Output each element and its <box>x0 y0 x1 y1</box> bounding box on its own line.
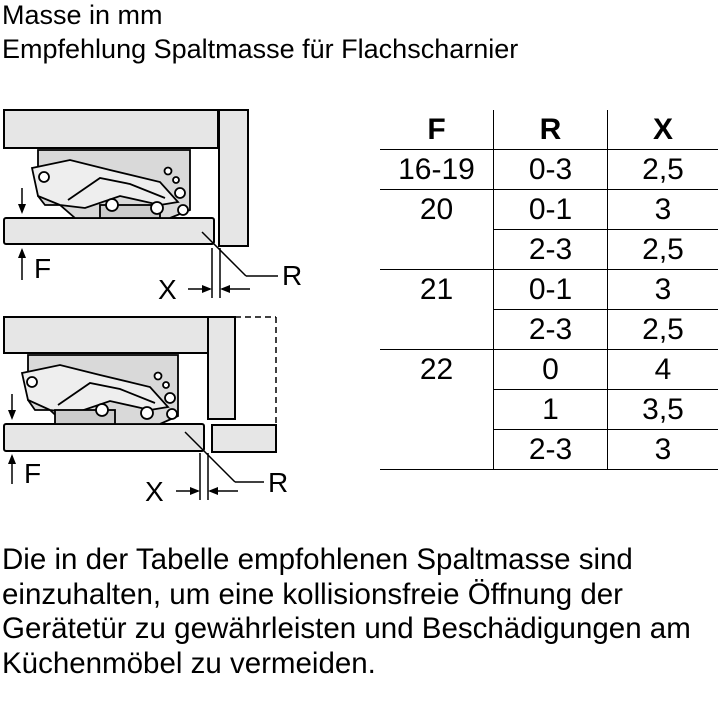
installation-note: Die in der Tabelle empfohlenen Spaltmasse sind einzuhalten, um eine kollisionsfreie Öffnung der Gerätetür zu gewährleisten und Beschädigungen am Küchenmöbel zu vermeiden. <box>2 543 691 680</box>
cell-x: 2,5 <box>608 150 719 190</box>
appliance-door <box>4 218 214 244</box>
table-row <box>380 270 718 310</box>
cell-x: 2,5 <box>608 230 719 270</box>
cell-x: 3 <box>608 190 719 230</box>
cell-x: 4 <box>608 350 719 390</box>
cell-f-empty <box>380 310 494 350</box>
table-row <box>380 310 718 350</box>
appliance-door <box>4 424 204 451</box>
cell-x: 3 <box>608 430 719 470</box>
hinge-diagrams <box>0 100 372 510</box>
flat-hinge-icon <box>32 150 190 218</box>
table-row <box>380 390 718 430</box>
cell-r: 0-1 <box>494 270 608 310</box>
cabinet-top-panel <box>4 110 218 148</box>
cell-r: 2-3 <box>494 430 608 470</box>
table-row <box>380 190 718 230</box>
label-f-upper: F <box>34 253 52 284</box>
cabinet-side-panel <box>208 317 235 419</box>
cell-r: 1 <box>494 390 608 430</box>
cell-f-empty <box>380 430 494 470</box>
page-title: Masse in mm <box>2 0 163 30</box>
cell-f: 21 <box>419 272 454 306</box>
table-row <box>380 350 718 390</box>
label-f-lower: F <box>24 458 42 489</box>
label-r-upper: R <box>282 260 303 291</box>
hinge-diagram-lower <box>4 317 288 507</box>
column-header-r: R <box>494 110 608 150</box>
cell-f: 22 <box>419 352 454 386</box>
table-row <box>380 230 718 270</box>
label-x-lower: X <box>145 476 164 507</box>
cabinet-top-panel <box>4 317 208 353</box>
cell-r: 2-3 <box>494 310 608 350</box>
cell-f: 16-19 <box>380 150 494 190</box>
cabinet-front-panel <box>212 425 276 452</box>
label-x-upper: X <box>158 274 177 305</box>
cell-r: 0-3 <box>494 150 608 190</box>
flat-hinge-icon <box>22 355 178 424</box>
cell-f: 20 <box>419 192 454 226</box>
table-row <box>380 150 718 190</box>
label-r-lower: R <box>268 467 289 498</box>
table-row <box>380 430 718 470</box>
table-header-row <box>380 110 718 150</box>
cell-f-empty <box>380 390 494 430</box>
cabinet-side-panel <box>219 110 248 246</box>
cell-r: 0 <box>494 350 608 390</box>
cell-x: 2,5 <box>608 310 719 350</box>
hinge-diagram-upper <box>4 110 302 305</box>
cell-r: 0-1 <box>494 190 608 230</box>
gap-dimension-table <box>380 110 718 470</box>
page-subtitle: Empfehlung Spaltmasse für Flachscharnier <box>2 34 519 64</box>
cell-x: 3,5 <box>608 390 719 430</box>
column-header-f: F <box>380 110 494 150</box>
cell-f-empty <box>380 230 494 270</box>
cell-r: 2-3 <box>494 230 608 270</box>
column-header-x: X <box>608 110 719 150</box>
cell-x: 3 <box>608 270 719 310</box>
